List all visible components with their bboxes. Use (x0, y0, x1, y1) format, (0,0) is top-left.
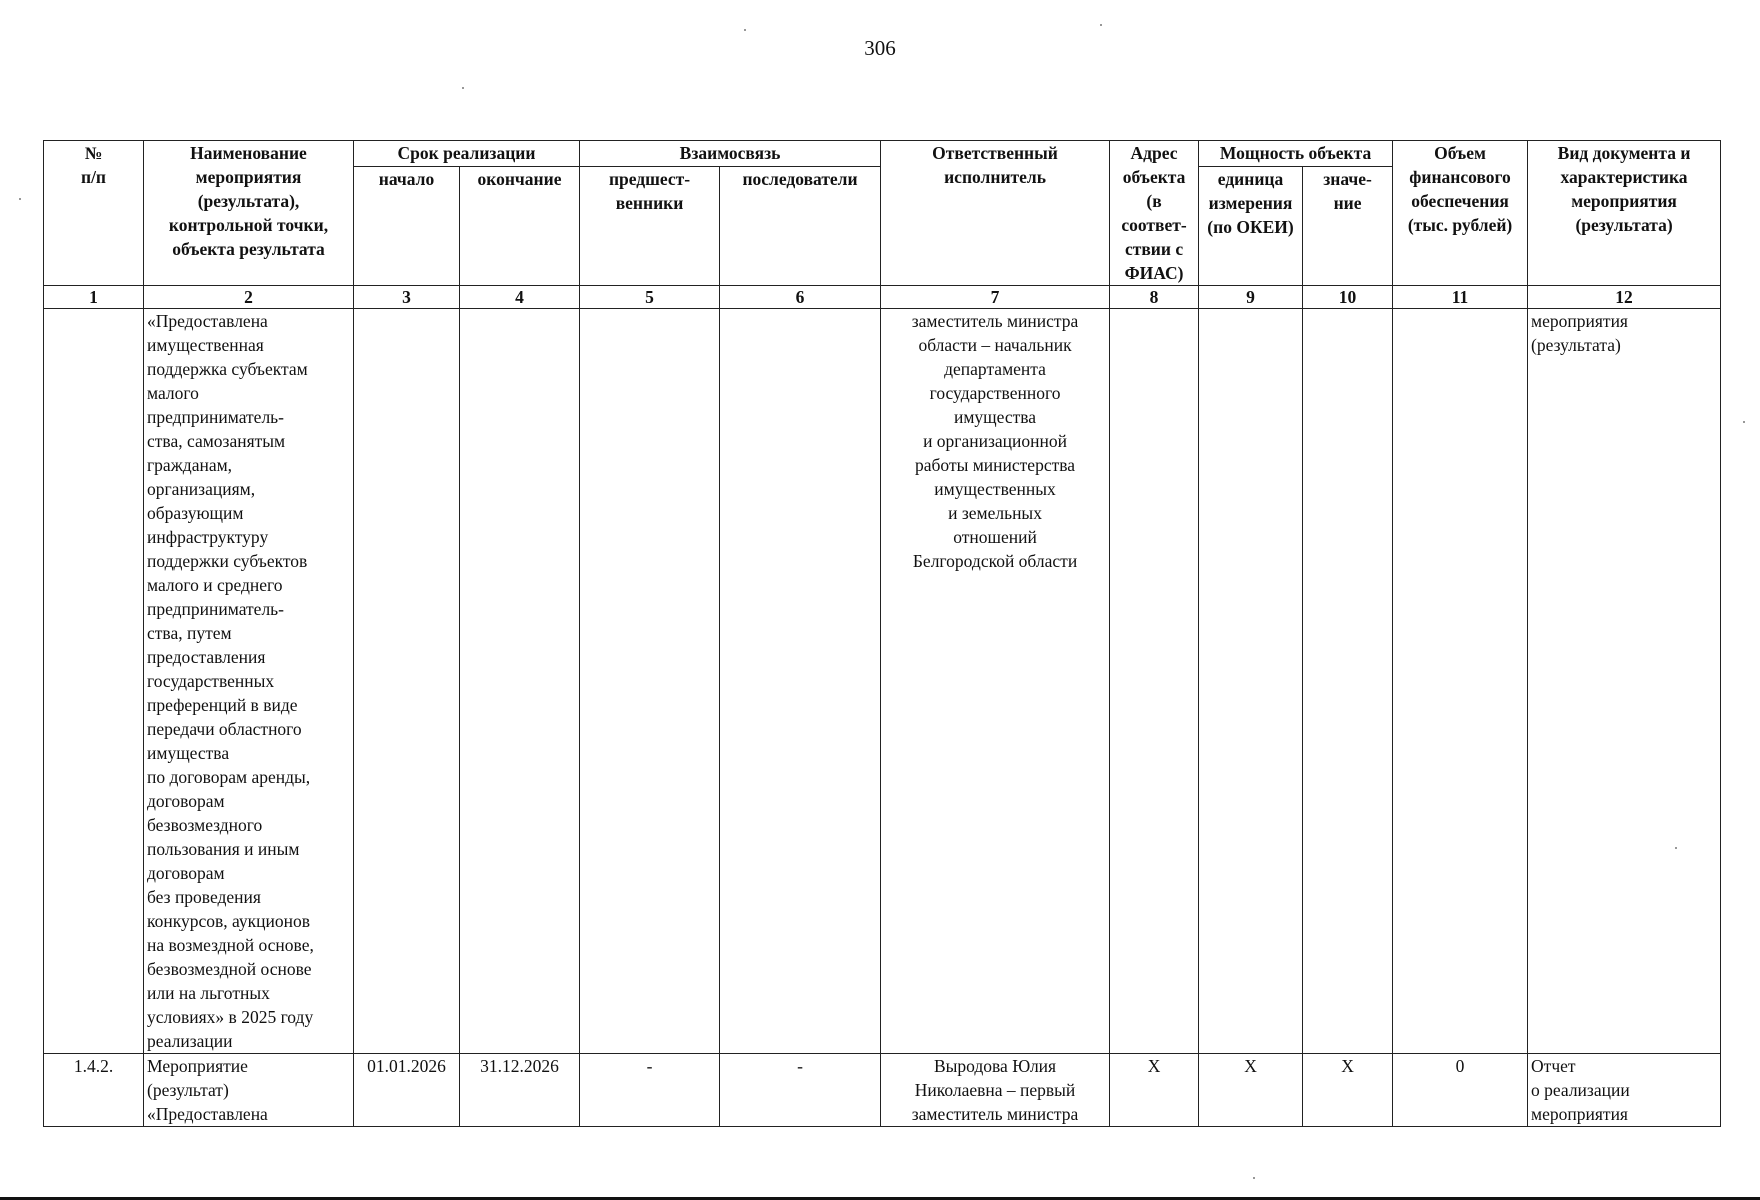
header-doc-type: Вид документа и характеристика мероприятия (результата) (1528, 141, 1721, 286)
row-address: X (1110, 1054, 1199, 1127)
scan-speck (19, 198, 21, 200)
row-unit (1199, 309, 1303, 1054)
header-num: № п/п (44, 141, 144, 286)
row-doc-type: мероприятия (результата) (1528, 309, 1721, 1054)
row-num (44, 309, 144, 1054)
header-capacity: Мощность объекта (1199, 141, 1393, 167)
row-responsible: заместитель министра области – начальник департамента государственного имущества и организационной работы министерства имущественных и земельных отношений Белгородской области (881, 309, 1110, 1054)
row-num: 1.4.2. (44, 1054, 144, 1127)
column-number: 4 (460, 286, 580, 309)
column-number-row (44, 286, 1721, 309)
header-successors: последователи (720, 166, 881, 285)
column-number: 10 (1303, 286, 1393, 309)
column-number: 3 (354, 286, 460, 309)
column-number: 7 (881, 286, 1110, 309)
row-end: 31.12.2026 (460, 1054, 580, 1127)
row-value: X (1303, 1054, 1393, 1127)
header-term-start: начало (354, 166, 460, 285)
row-predecessors: - (580, 1054, 720, 1127)
row-predecessors (580, 309, 720, 1054)
scan-speck (1675, 847, 1677, 849)
page-number: 306 (864, 36, 896, 60)
table-row (44, 309, 1721, 1054)
row-address (1110, 309, 1199, 1054)
scan-speck (462, 87, 464, 89)
scan-speck (1253, 1177, 1255, 1179)
header-term: Срок реализации (354, 141, 580, 167)
row-value (1303, 309, 1393, 1054)
row-name: «Предоставлена имущественная поддержка субъектам малого предприниматель- ства, самозанятым гражданам, организациям, образующим инфраструктуру поддержки субъектов малого и среднего предприниматель- ства, путем предоставления государственных преференций в виде передачи областного имущества по договорам аренды, договорам безвозмездного пользования и иным договорам без проведения конкурсов, аукционов на возмездной основе, безвозмездной основе или на льготных условиях» в 2025 году реализации (144, 309, 354, 1054)
row-successors: - (720, 1054, 881, 1127)
plan-table (43, 140, 1721, 1127)
header-funding: Объем финансового обеспечения (тыс. рублей) (1393, 141, 1528, 286)
column-number: 6 (720, 286, 881, 309)
scan-speck (744, 29, 746, 31)
table-row (44, 1054, 1721, 1127)
column-number: 9 (1199, 286, 1303, 309)
row-funding (1393, 309, 1528, 1054)
column-number: 8 (1110, 286, 1199, 309)
header-unit: единица измерения (по ОКЕИ) (1199, 166, 1303, 285)
column-number: 1 (44, 286, 144, 309)
row-name: Мероприятие (результат) «Предоставлена (144, 1054, 354, 1127)
header-predecessors: предшест- венники (580, 166, 720, 285)
row-doc-type: Отчет о реализации мероприятия (1528, 1054, 1721, 1127)
row-successors (720, 309, 881, 1054)
header-relation: Взаимосвязь (580, 141, 881, 167)
header-name: Наименование мероприятия (результата), контрольной точки, объекта результата (144, 141, 354, 286)
column-number: 2 (144, 286, 354, 309)
row-start: 01.01.2026 (354, 1054, 460, 1127)
header-term-end: окончание (460, 166, 580, 285)
column-number: 11 (1393, 286, 1528, 309)
row-funding: 0 (1393, 1054, 1528, 1127)
row-start (354, 309, 460, 1054)
column-number: 12 (1528, 286, 1721, 309)
row-unit: X (1199, 1054, 1303, 1127)
row-responsible: Выродова Юлия Николаевна – первый заместитель министра (881, 1054, 1110, 1127)
column-number: 5 (580, 286, 720, 309)
header-responsible: Ответственный исполнитель (881, 141, 1110, 286)
header-value: значе- ние (1303, 166, 1393, 285)
scan-speck (1100, 24, 1102, 26)
row-end (460, 309, 580, 1054)
scan-speck (1743, 421, 1745, 423)
header-address: Адрес объекта (в соответ-ствии с ФИАС) (1110, 141, 1199, 286)
